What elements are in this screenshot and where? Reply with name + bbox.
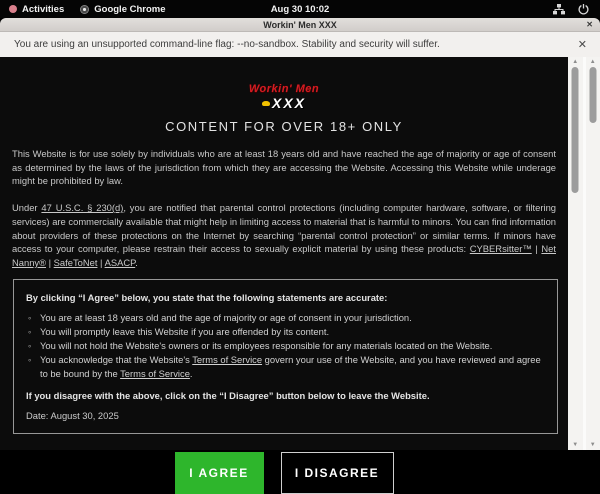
asacp-link[interactable]: ASACP [105,257,136,268]
activities-button[interactable] [9,4,64,15]
window-close-icon[interactable]: ✕ [586,18,593,32]
site-logo-xxx: XXX [272,96,306,110]
site-logo [0,84,568,110]
chrome-infobar [0,32,600,57]
infobar-message: You are using an unsupported command-line flag: --no-sandbox. Stability and security will suffer. [14,39,440,50]
terms-of-service-link[interactable]: Terms of Service [192,354,262,365]
usc-230d-link[interactable]: 47 U.S.C. § 230(d) [41,202,123,213]
agreement-bullet-list [26,311,545,382]
agreement-bullet: ◦ You are at least 18 years old and the age of majority or age of consent in your jurisdiction. [26,311,545,325]
consent-buttons [0,452,568,494]
scrollbar-area [568,57,600,450]
para2-mid: , you are notified that parental control protections (including computer hardware, software, or filtering services) are commercially available that might help in limiting access to material that is harmful to minors. You can find information about providers of these protections on the Internet by searching “parental control protection” or similar terms. If minors have access to your computer, please restrain their access to sexually explicit material by using these products: [12,202,556,254]
scroll-up-icon[interactable]: ▲ [586,58,600,66]
age-statement-paragraph: This Website is for use solely by individuals who are at least 18 years old and have reached the age of majority or age of consent as determined by the laws of the jurisdiction from which they are accessing the Website. Accessing this Website while underage might be prohibited by law. [12,147,556,188]
terms-of-service-link[interactable]: Terms of Service [120,368,190,379]
gnome-top-bar [0,0,600,18]
tos-mid: govern your use of the Website, and you have reviewed and agree to be bound by the [40,354,541,379]
activities-indicator-icon [9,5,17,13]
tos-pre: You acknowledge that the Website's [40,354,192,365]
i-disagree-button[interactable]: I DISAGREE [281,452,394,494]
activities-label: Activities [22,4,64,15]
power-icon[interactable] [578,4,589,15]
safetonet-link[interactable]: SafeToNet [54,257,98,268]
chrome-icon [80,5,89,14]
agreement-bullet: ◦ You will promptly leave this Website if you are offended by its content. [26,325,545,339]
window-title: Workin' Men XXX [263,20,337,30]
agreement-intro: By clicking “I Agree” below, you state that the following statements are accurate: [26,292,545,303]
window-titlebar [0,18,600,32]
site-logo-wordmark: Workin' Men [0,84,568,95]
infobar-close-icon[interactable]: ✕ [578,38,587,51]
scroll-down-icon[interactable]: ▼ [586,441,600,449]
agreement-box [13,279,558,435]
app-menu-google-chrome[interactable] [80,4,165,15]
tos-end: . [190,368,193,379]
scroll-down-icon[interactable]: ▼ [568,441,583,449]
inner-scrollbar[interactable] [568,57,583,450]
agreement-bullet-tos [26,353,545,381]
para2-pre: Under [12,202,41,213]
outer-scrollbar[interactable] [583,57,600,450]
link-separator: | [532,243,542,254]
link-separator: | [46,257,54,268]
i-agree-button[interactable]: I AGREE [175,452,264,494]
link-separator: | [97,257,104,268]
page-title: CONTENT FOR OVER 18+ ONLY [0,119,568,134]
network-icon[interactable] [553,4,565,15]
para2-end: . [135,257,138,268]
disagree-instruction: If you disagree with the above, click on the “I Disagree” button below to leave the Website. [26,390,545,401]
age-gate-page [0,57,568,450]
outer-scrollbar-thumb[interactable] [589,67,596,123]
agreement-date: Date: August 30, 2025 [26,410,545,421]
app-menu-label: Google Chrome [94,4,165,15]
parental-controls-paragraph [12,201,556,270]
clock[interactable]: Aug 30 10:02 [271,4,330,15]
cybersitter-link[interactable]: CYBERsitter™ [470,243,532,254]
inner-scrollbar-thumb[interactable] [572,67,579,193]
hardhat-icon [262,101,270,106]
agreement-bullet: ◦ You will not hold the Website's owners or its employees responsible for any materials located on the Website. [26,339,545,353]
netnanny-link[interactable]: Net Nanny® [12,243,556,268]
scroll-up-icon[interactable]: ▲ [568,58,583,66]
